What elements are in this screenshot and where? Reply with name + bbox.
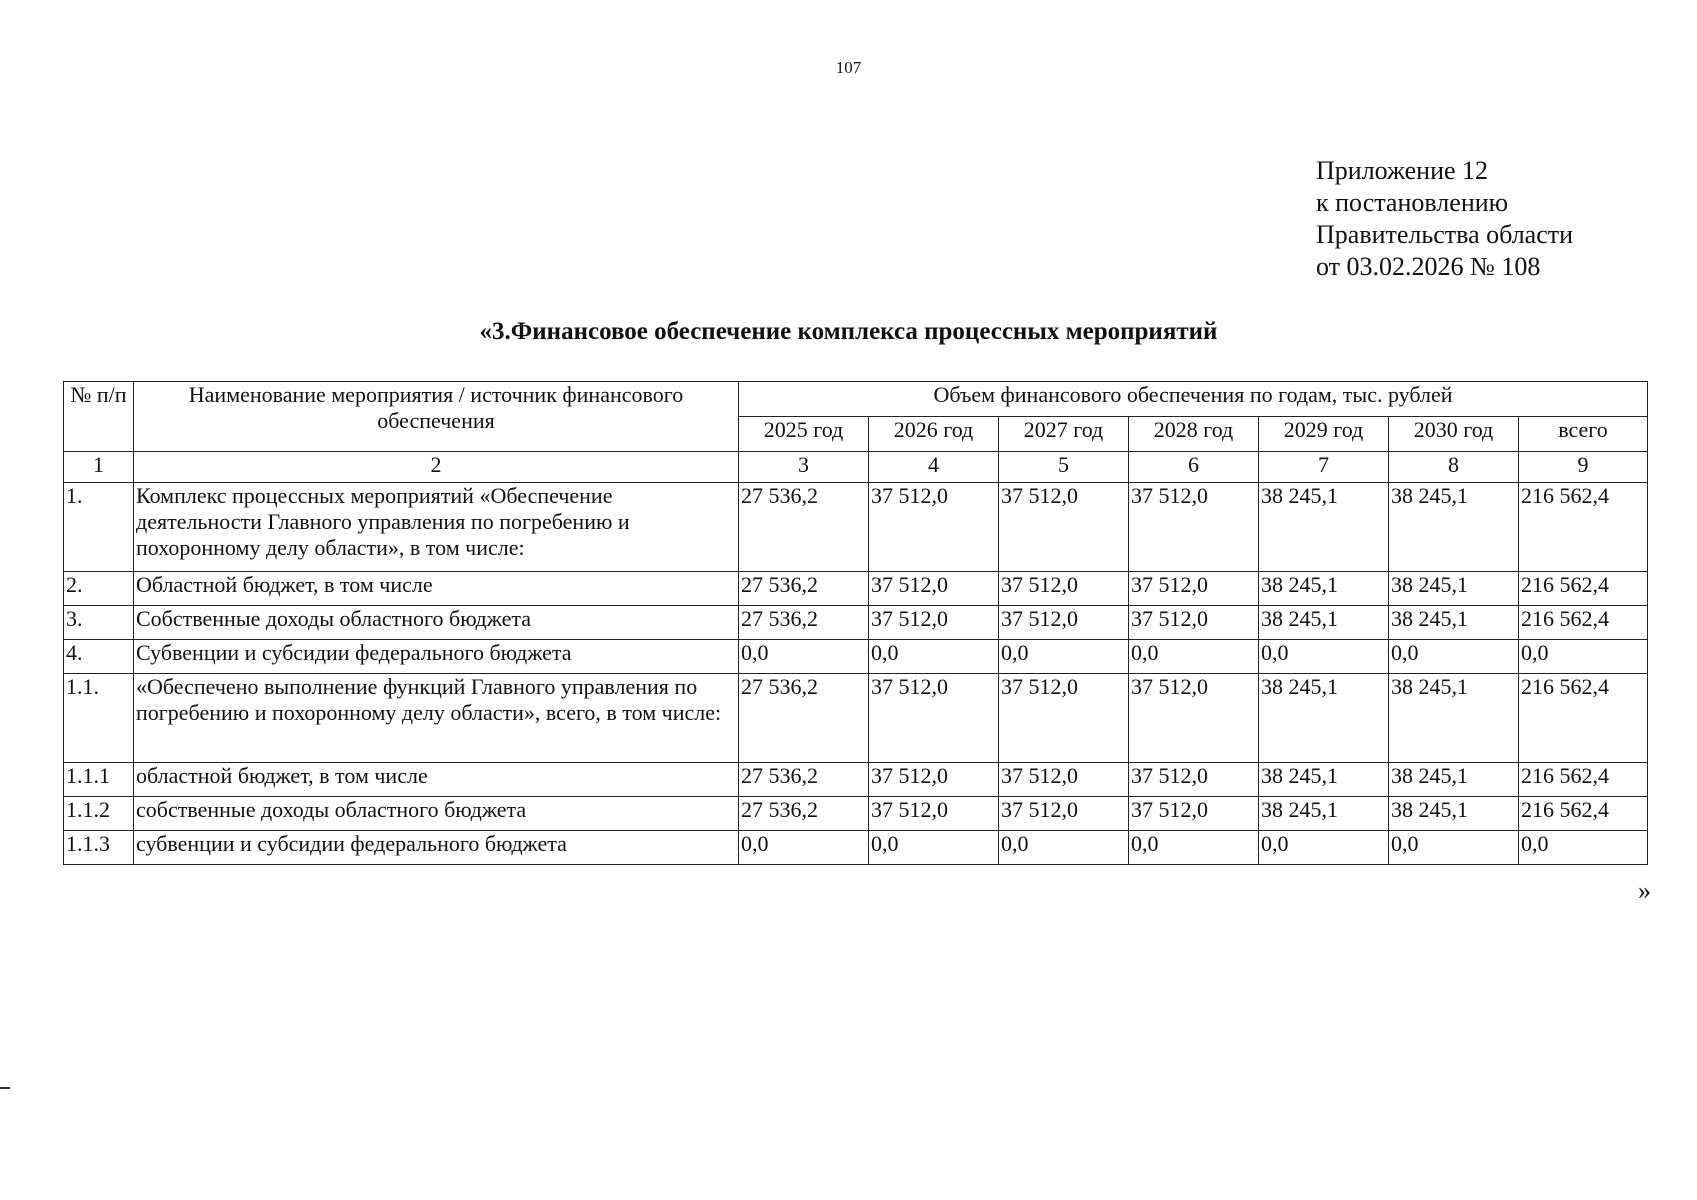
row-value: 38 245,1 xyxy=(1259,797,1389,831)
row-value: 27 536,2 xyxy=(739,763,869,797)
row-total: 216 562,4 xyxy=(1519,674,1648,763)
margin-mark xyxy=(0,1087,10,1089)
header-year: 2027 год xyxy=(999,417,1129,452)
table-row xyxy=(64,763,1648,797)
header-year: 2029 год xyxy=(1259,417,1389,452)
row-value: 37 512,0 xyxy=(869,797,999,831)
row-value: 38 245,1 xyxy=(1259,674,1389,763)
column-number: 7 xyxy=(1259,452,1389,483)
row-value: 27 536,2 xyxy=(739,606,869,640)
row-value: 27 536,2 xyxy=(739,674,869,763)
column-number: 8 xyxy=(1389,452,1519,483)
appendix-line: от 03.02.2026 № 108 xyxy=(1316,252,1541,281)
row-total: 216 562,4 xyxy=(1519,797,1648,831)
row-value: 37 512,0 xyxy=(869,572,999,606)
row-value: 0,0 xyxy=(1129,640,1259,674)
table-row xyxy=(64,572,1648,606)
row-name: областной бюджет, в том числе xyxy=(134,763,739,797)
row-total: 216 562,4 xyxy=(1519,483,1648,572)
row-total: 216 562,4 xyxy=(1519,606,1648,640)
header-volume: Объем финансового обеспечения по годам, тыс. рублей xyxy=(739,382,1648,417)
table-body xyxy=(64,483,1648,865)
row-value: 37 512,0 xyxy=(1129,674,1259,763)
header-year: 2025 год xyxy=(739,417,869,452)
row-value: 38 245,1 xyxy=(1259,763,1389,797)
header-year: 2026 год xyxy=(869,417,999,452)
header-name: Наименование мероприятия / источник финансового обеспечения xyxy=(134,382,739,452)
row-value: 37 512,0 xyxy=(1129,483,1259,572)
row-value: 37 512,0 xyxy=(999,674,1129,763)
header-year: 2028 год xyxy=(1129,417,1259,452)
row-num: 1.1.1 xyxy=(64,763,134,797)
row-num: 2. xyxy=(64,572,134,606)
row-value: 0,0 xyxy=(999,640,1129,674)
row-value: 37 512,0 xyxy=(869,483,999,572)
row-name: Комплекс процессных мероприятий «Обеспечение деятельности Главного управления по погребению и похоронному делу области», в том числе: xyxy=(134,483,739,572)
row-value: 0,0 xyxy=(739,640,869,674)
row-value: 27 536,2 xyxy=(739,483,869,572)
row-total: 216 562,4 xyxy=(1519,572,1648,606)
row-num: 1.1.2 xyxy=(64,797,134,831)
row-value: 38 245,1 xyxy=(1389,674,1519,763)
row-num: 3. xyxy=(64,606,134,640)
column-number: 6 xyxy=(1129,452,1259,483)
row-value: 38 245,1 xyxy=(1389,606,1519,640)
row-value: 0,0 xyxy=(1389,640,1519,674)
row-value: 37 512,0 xyxy=(869,763,999,797)
row-value: 38 245,1 xyxy=(1259,483,1389,572)
table-row xyxy=(64,831,1648,865)
appendix-block xyxy=(1316,155,1573,283)
row-value: 37 512,0 xyxy=(1129,572,1259,606)
row-name: Собственные доходы областного бюджета xyxy=(134,606,739,640)
row-value: 37 512,0 xyxy=(1129,763,1259,797)
row-value: 38 245,1 xyxy=(1389,483,1519,572)
table-row xyxy=(64,483,1648,572)
row-total: 0,0 xyxy=(1519,831,1648,865)
row-name: Субвенции и субсидии федерального бюджета xyxy=(134,640,739,674)
header-total: всего xyxy=(1519,417,1648,452)
row-value: 37 512,0 xyxy=(869,674,999,763)
row-value: 37 512,0 xyxy=(999,606,1129,640)
column-number: 3 xyxy=(739,452,869,483)
row-value: 37 512,0 xyxy=(869,606,999,640)
row-value: 37 512,0 xyxy=(999,797,1129,831)
financing-table xyxy=(63,381,1648,865)
row-value: 38 245,1 xyxy=(1389,572,1519,606)
document-title: «3.Финансовое обеспечение комплекса процессных мероприятий xyxy=(479,318,1218,345)
table-row xyxy=(64,797,1648,831)
column-number: 9 xyxy=(1519,452,1648,483)
row-value: 38 245,1 xyxy=(1389,797,1519,831)
row-value: 38 245,1 xyxy=(1389,763,1519,797)
header-num: № п/п xyxy=(64,382,134,452)
row-name: «Обеспечено выполнение функций Главного управления по погребению и похоронному делу области», всего, в том числе: xyxy=(134,674,739,763)
table-row xyxy=(64,674,1648,763)
row-name: субвенции и субсидии федерального бюджета xyxy=(134,831,739,865)
header-year: 2030 год xyxy=(1389,417,1519,452)
row-value: 0,0 xyxy=(869,640,999,674)
appendix-line: к постановлению xyxy=(1316,188,1509,217)
table-row xyxy=(64,640,1648,674)
row-value: 0,0 xyxy=(1389,831,1519,865)
column-number: 2 xyxy=(134,452,739,483)
row-name: собственные доходы областного бюджета xyxy=(134,797,739,831)
column-number: 1 xyxy=(64,452,134,483)
row-value: 0,0 xyxy=(1259,640,1389,674)
column-number: 4 xyxy=(869,452,999,483)
row-num: 1. xyxy=(64,483,134,572)
row-value: 37 512,0 xyxy=(1129,606,1259,640)
row-name: Областной бюджет, в том числе xyxy=(134,572,739,606)
row-value: 0,0 xyxy=(869,831,999,865)
row-total: 216 562,4 xyxy=(1519,763,1648,797)
row-value: 37 512,0 xyxy=(1129,797,1259,831)
row-value: 0,0 xyxy=(739,831,869,865)
row-value: 37 512,0 xyxy=(999,763,1129,797)
closing-quote: » xyxy=(1638,876,1651,905)
appendix-line: Правительства области xyxy=(1316,220,1574,249)
row-value: 0,0 xyxy=(1259,831,1389,865)
row-value: 37 512,0 xyxy=(999,483,1129,572)
row-total: 0,0 xyxy=(1519,640,1648,674)
row-value: 38 245,1 xyxy=(1259,572,1389,606)
column-number: 5 xyxy=(999,452,1129,483)
row-value: 0,0 xyxy=(1129,831,1259,865)
row-value: 27 536,2 xyxy=(739,797,869,831)
page-number: 107 xyxy=(835,58,862,77)
table-row xyxy=(64,606,1648,640)
row-value: 37 512,0 xyxy=(999,572,1129,606)
row-value: 0,0 xyxy=(999,831,1129,865)
appendix-line: Приложение 12 xyxy=(1316,156,1489,185)
row-num: 4. xyxy=(64,640,134,674)
row-num: 1.1. xyxy=(64,674,134,763)
row-value: 27 536,2 xyxy=(739,572,869,606)
row-num: 1.1.3 xyxy=(64,831,134,865)
row-value: 38 245,1 xyxy=(1259,606,1389,640)
